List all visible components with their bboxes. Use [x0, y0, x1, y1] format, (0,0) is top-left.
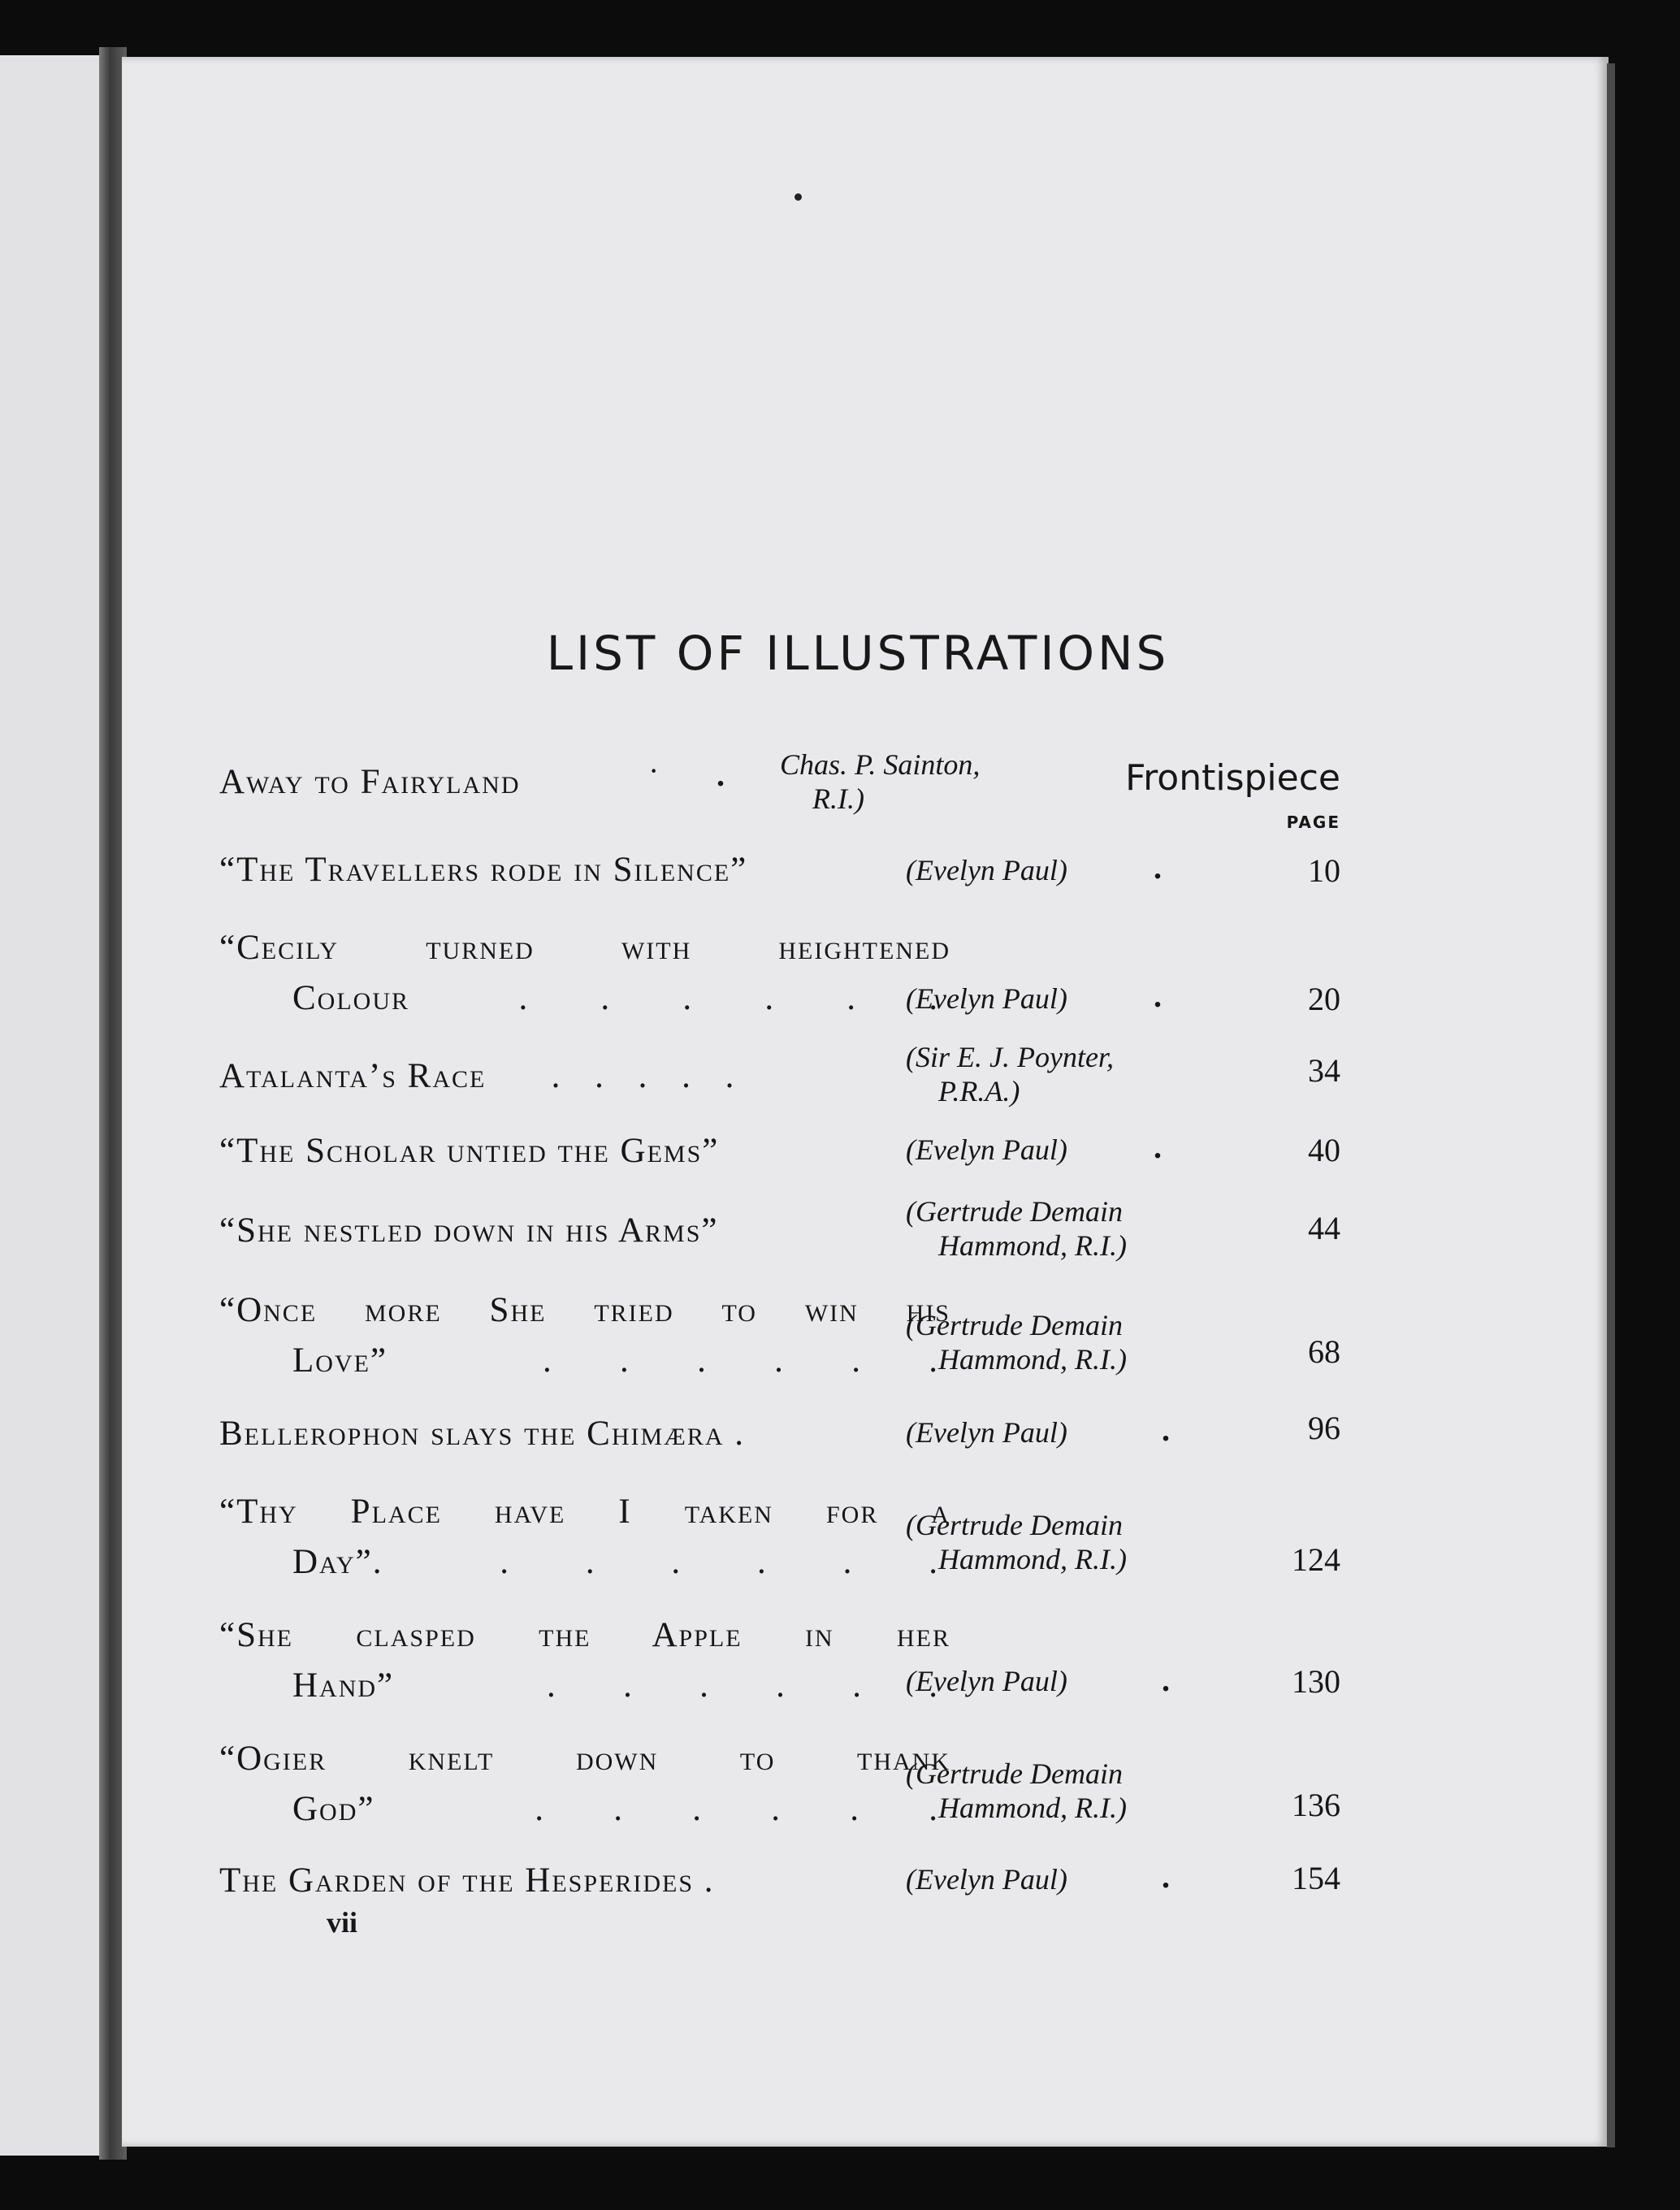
entry-artist: (Gertrude Demain Hammond, R.I.): [906, 1195, 1127, 1262]
entry-title: “The Travellers rode in Silence”: [219, 851, 748, 889]
entry-artist: (Sir E. J. Poynter, P.R.A.): [906, 1041, 1114, 1107]
entry-title: “Ogier knelt down to thank God” . . . . . .: [219, 1740, 951, 1828]
entry-artist: (Evelyn Paul): [906, 1133, 1067, 1166]
entry-artist: (Evelyn Paul): [906, 1665, 1067, 1697]
entry-title: “Once more She tried to win his Love” . . . . . .: [219, 1291, 951, 1380]
entry-title: “Thy Place have I taken for a Day”. . . . . . .: [219, 1493, 951, 1581]
page-folio: vii: [327, 1906, 358, 1939]
entry-title: The Garden of the Hesperides .: [219, 1861, 715, 1900]
entry-artist: (Evelyn Paul): [906, 854, 1067, 886]
leader-dot: .: [1162, 1411, 1170, 1448]
entry-page: 44: [1308, 1210, 1340, 1246]
leader-dot: .: [1162, 1858, 1170, 1895]
entry-page: 130: [1292, 1663, 1340, 1700]
entry-artist: (Evelyn Paul): [906, 1863, 1067, 1896]
entry-page: 40: [1308, 1132, 1340, 1168]
entry-page: 96: [1308, 1410, 1340, 1446]
leader-dot: .: [1162, 1662, 1170, 1698]
leader-dot: ·: [650, 759, 658, 784]
leader-dot: .: [1154, 849, 1162, 886]
entry-artist: Chas. P. Sainton, R.I.): [780, 748, 981, 815]
entry-page: 10: [1308, 852, 1340, 889]
ink-speck: [795, 193, 802, 201]
entry-page: 20: [1308, 981, 1340, 1017]
entry-title: “She clasped the Apple in her Hand” . . . . . .: [219, 1616, 951, 1705]
leader-dot: .: [717, 756, 725, 793]
entry-artist: (Evelyn Paul): [906, 982, 1067, 1015]
entry-title: “Cecily turned with heightened Colour . . . . . .: [219, 929, 951, 1017]
leader-dot: .: [1154, 1129, 1162, 1165]
page-title: LIST OF ILLUSTRATIONS: [546, 626, 1170, 681]
entry-title: “The Scholar untied the Gems”: [219, 1132, 720, 1170]
entry-page: 154: [1292, 1860, 1340, 1896]
entry-title: Atalanta’s Race . . . . .: [219, 1057, 747, 1095]
page-edge-shadow: [1607, 63, 1615, 2147]
entry-title: Bellerophon slays the Chimæra .: [219, 1415, 746, 1453]
entry-page: Frontispiece: [1125, 757, 1340, 799]
entry-artist: (Gertrude Demain Hammond, R.I.): [906, 1757, 1127, 1824]
entry-page: 68: [1308, 1333, 1340, 1370]
book-page: [122, 57, 1609, 2147]
leader-dot: .: [1154, 977, 1162, 1014]
entry-title: “She nestled down in his Arms”: [219, 1211, 719, 1250]
entry-artist: (Evelyn Paul): [906, 1416, 1067, 1449]
entry-page: 136: [1292, 1787, 1340, 1823]
page-column-header: PAGE: [1286, 812, 1340, 832]
entry-artist: (Gertrude Demain Hammond, R.I.): [906, 1509, 1127, 1575]
entry-artist: (Gertrude Demain Hammond, R.I.): [906, 1309, 1127, 1376]
entry-title: Away to Fairyland: [219, 763, 521, 801]
entry-page: 124: [1292, 1541, 1340, 1578]
facing-page-edge: [0, 55, 106, 2156]
entry-page: 34: [1308, 1052, 1340, 1089]
